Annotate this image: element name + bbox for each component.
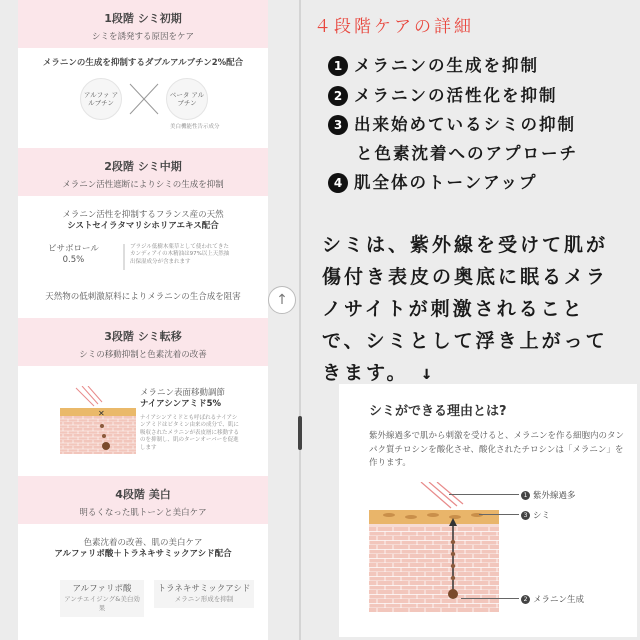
note-line-5: きます。 ↓ [322, 362, 436, 384]
note-line-2: 傷付き表皮の奥底に眠るメラ [322, 266, 609, 288]
stage4-subtitle: 明るくなった肌トーンと美白ケア [79, 508, 207, 518]
scrollbar-thumb[interactable] [298, 416, 302, 450]
product-detail-panel [18, 0, 268, 640]
label-melanin [521, 593, 584, 605]
stage3-bold: ナイアシンアミド5% [140, 399, 222, 410]
bisabolol-name: ビサボロール [48, 244, 99, 254]
care-item-3-text: 出来始めているシミの抑制 [354, 115, 576, 134]
svg-text:✕: ✕ [98, 409, 105, 418]
skin-diagram [369, 482, 499, 616]
number-badge-4: 4 [328, 173, 348, 193]
stage1-body [18, 48, 268, 148]
stage2-body [18, 196, 268, 318]
stage2-title: 2段階 シミ中期 [104, 160, 182, 173]
stage2-subtitle: メラニン活性遮断によりシミの生成を抑制 [62, 180, 224, 190]
tranexamic-box [154, 580, 254, 608]
scrollbar-track[interactable] [299, 0, 301, 640]
label-number-2: 2 [521, 595, 530, 604]
stage3-text: メラニン表面移動調節 [140, 388, 226, 398]
reason-text: 紫外線過多で肌から刺激を受けると、メラニンを作る細胞内のタンパク質チロシンを酸化させ、酸化されたチロシンは「メラニン」を作ります。 [369, 431, 625, 469]
stage1-subtitle: シミを誘発する原因をケア [91, 32, 194, 42]
note-line-4: で、シミとして浮き上がって [322, 330, 608, 352]
stage3-body [18, 366, 268, 476]
care-item-4-text: 肌全体のトーンアップ [354, 173, 538, 192]
care-title: ４段階ケアの詳細 [314, 17, 474, 37]
bisabolol-note: ブラジル低樹木薬草として使われてきたカンディアイの木精油は97%以上天然抽出保湿成分が含まれます [130, 244, 230, 265]
box2-sub: メラニン形成を抑制 [174, 595, 234, 604]
arrow-up-icon: ↑ [276, 292, 288, 308]
skin-diagram-small [58, 386, 138, 462]
stage3-text-block [140, 388, 240, 452]
alpha-arbutin-circle: アルファ アルブチン [80, 78, 122, 120]
label-uv [521, 489, 576, 501]
stage2-footer: 天然物の低刺激原料によりメラニンの生合成を阻害 [45, 292, 241, 302]
bisabolol-block [48, 244, 99, 267]
number-badge-2: 2 [328, 86, 348, 106]
stage4-text: 色素沈着の改善、肌の美白ケア [83, 538, 203, 548]
alpha-lipoic-box [60, 580, 144, 617]
stage3-note: ナイアシンアミドとも呼ばれるナイアシンアミドはビタミン由来の成分で、肌に吸収されたメラニンが表皮層に移動するのを抑制し、肌のターンオーバーを促進します [140, 414, 240, 451]
bisabolol-pct: 0.5% [62, 255, 85, 266]
box1-sub: アンチエイジング&美白効果 [64, 595, 140, 613]
stage1-text: メラニンの生成を抑制するダブルアルブチン2%配合 [42, 58, 244, 68]
divider [123, 244, 125, 270]
beta-arbutin-circle: ベータ アルブチン [166, 78, 208, 120]
care-item-4 [328, 169, 538, 193]
care-item-3-cont [356, 140, 578, 164]
care-item-2 [328, 82, 558, 106]
stage2-text: メラニン活性を抑制するフランス産の天然 [62, 210, 224, 220]
reason-card [339, 384, 637, 637]
stage3-subtitle: シミの移動抑制と色素沈着の改善 [79, 350, 207, 360]
label-line-3 [461, 598, 519, 599]
care-item-2-text: メラニンの活性化を抑制 [354, 86, 558, 105]
stage3-header [18, 318, 268, 366]
note-line-3: ノサイトが刺激されること [322, 298, 585, 320]
stage2-header [18, 148, 268, 196]
scroll-up-button[interactable] [268, 286, 296, 314]
box1-title: アルファリポ酸 [72, 584, 132, 594]
stage1-note: 美白機能性告示成分 [170, 124, 220, 130]
note-line-1: シミは、紫外線を受けて肌が [322, 234, 609, 256]
stage4-header [18, 476, 268, 524]
label-melanin-text: メラニン生成 [533, 595, 585, 605]
stage4-body [18, 524, 268, 640]
label-number-1: 1 [521, 491, 530, 500]
stage4-title: 4段階 美白 [115, 488, 171, 501]
care-item-3 [328, 111, 576, 135]
reason-title: シミができる理由とは? [369, 404, 507, 419]
stage3-title: 3段階 シミ転移 [104, 330, 182, 343]
number-badge-3: 3 [328, 115, 348, 135]
label-uv-text: 紫外線過多 [533, 491, 576, 501]
label-line-2 [479, 514, 519, 515]
care-item-1 [328, 52, 539, 76]
stage4-bold: アルファリポ酸＋トラネキサミックアシド配合 [54, 549, 232, 560]
stage1-title: 1段階 シミ初期 [104, 12, 182, 25]
box2-title: トラネキサミックアシド [157, 584, 251, 594]
label-spot-text: シミ [533, 511, 551, 521]
label-spot [521, 509, 550, 521]
number-badge-1: 1 [328, 56, 348, 76]
stage2-bold: シストセイラタマリシホリアエキス配合 [67, 221, 219, 232]
label-line-1 [449, 494, 519, 495]
care-item-1-text: メラニンの生成を抑制 [354, 56, 539, 75]
stage1-header [18, 0, 268, 48]
care-item-3-cont-text: と色素沈着へのアプローチ [356, 144, 578, 163]
cross-icon [126, 78, 162, 120]
label-number-3: 3 [521, 511, 530, 520]
